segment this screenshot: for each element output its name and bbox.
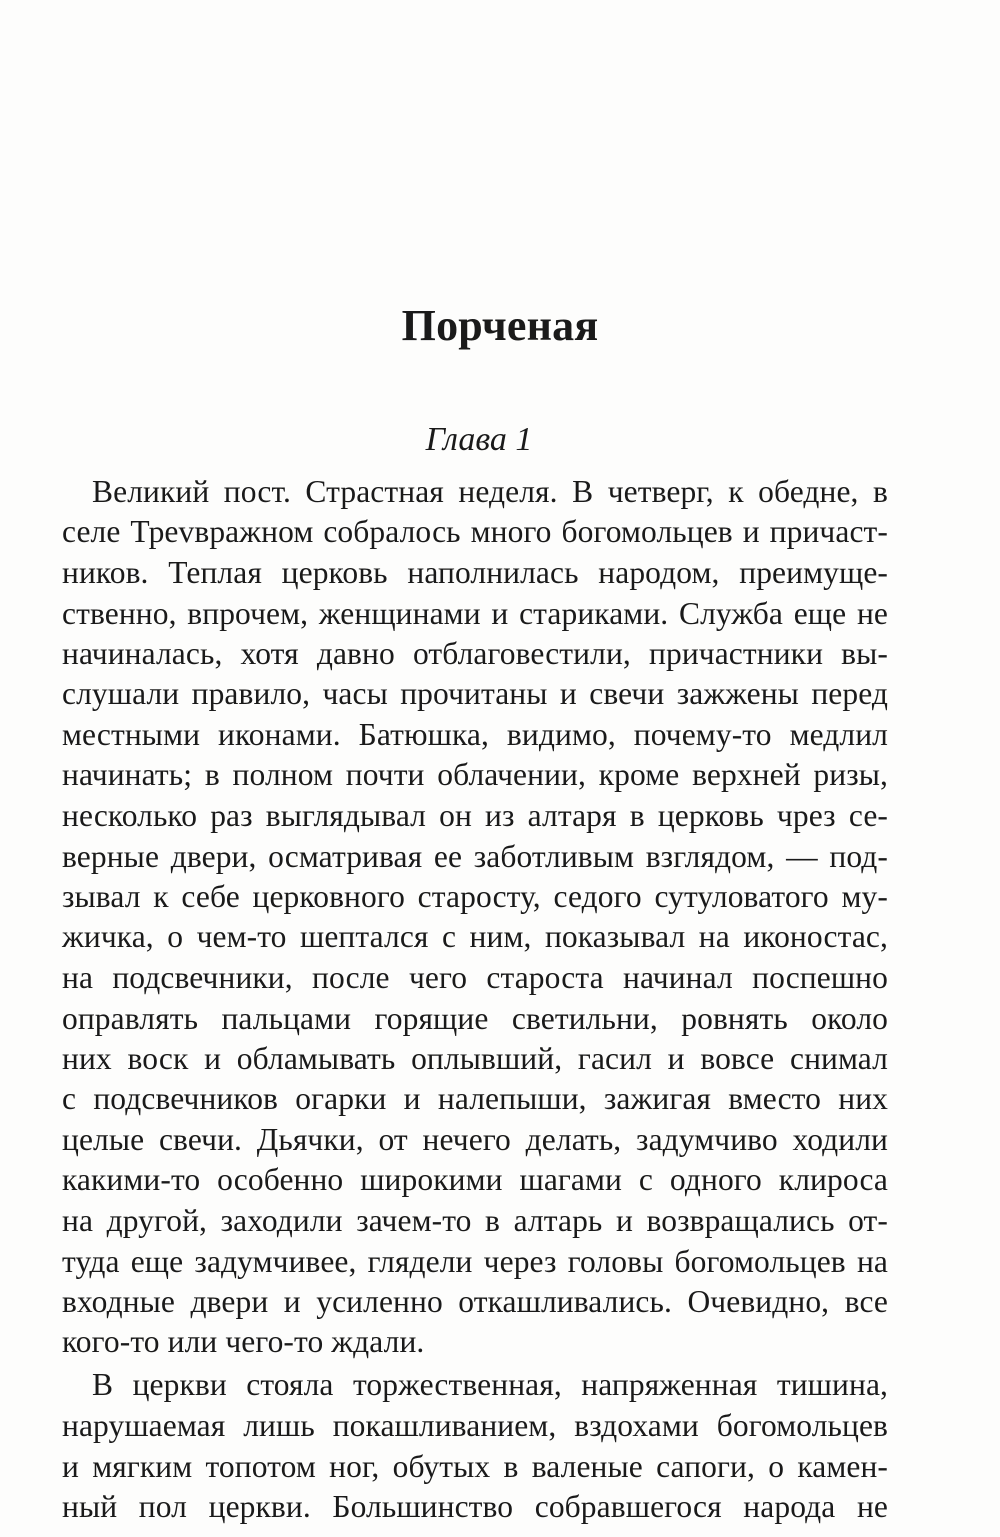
text-line: входные двери и усиленно откашливались. Очевидно, все xyxy=(62,1284,888,1319)
text-line: ственно, впрочем, женщинами и стариками. Служба еще не xyxy=(62,596,888,631)
text-line: местными иконами. Батюшка, видимо, почему-то медлил xyxy=(62,717,888,752)
text-line: на другой, заходили зачем-то в алтарь и возвращались от- xyxy=(62,1203,888,1238)
text-line: жичка, о чем-то шептался с ним, показывал на иконостас, xyxy=(62,919,888,954)
text-line: начинать; в полном почти облачении, кроме верхней ризы, xyxy=(62,757,888,792)
text-line: селе Трevвражном собралось много богомольцев и причаст- xyxy=(62,514,888,549)
text-line: зывал к себе церковного старосту, седого сутуловатого му- xyxy=(62,879,888,914)
text-line: туда еще задумчивее, глядели через головы богомольцев на xyxy=(62,1244,888,1279)
text-line: ников. Теплая церковь наполнилась народом, преимуще- xyxy=(62,555,888,590)
text-line: В церкви стояла торжественная, напряженная тишина, xyxy=(92,1367,888,1402)
text-line: верные двери, осматривая ее заботливым взглядом, — под- xyxy=(62,839,888,874)
text-line: нарушаемая лишь покашливанием, вздохами богомольцев xyxy=(62,1408,888,1443)
text-line: целые свечи. Дьячки, от нечего делать, задумчиво ходили xyxy=(62,1122,888,1157)
text-line: какими-то особенно широкими шагами с одного клироса xyxy=(62,1162,888,1197)
text-line: на подсвечники, после чего староста начинал поспешно xyxy=(62,960,888,995)
text-line: несколько раз выглядывал он из алтаря в церковь чрез се- xyxy=(62,798,888,833)
text-line: слушали правило, часы прочитаны и свечи зажжены перед xyxy=(62,676,888,711)
text-line: начиналась, хотя давно отблаговестили, причастники вы- xyxy=(62,636,888,671)
text-line: оправлять пальцами горящие светильни, ровнять около xyxy=(62,1001,888,1036)
text-line: ный пол церкви. Большинство собравшегося народа не xyxy=(62,1489,888,1524)
chapter-heading: Глава 1 xyxy=(425,421,533,458)
text-line: них воск и обламывать оплывший, гасил и вовсе снимал xyxy=(62,1041,888,1076)
text-line: кого-то или чего-то ждали. xyxy=(62,1324,425,1359)
text-line: Великий пост. Страстная неделя. В четверг, к обедне, в xyxy=(92,474,888,509)
text-line: и мягким топотом ног, обутых в валеные сапоги, о камен- xyxy=(62,1449,888,1484)
story-title: Порченая xyxy=(401,301,599,350)
text-line: с подсвечников огарки и налепыши, зажигая вместо них xyxy=(62,1081,888,1116)
